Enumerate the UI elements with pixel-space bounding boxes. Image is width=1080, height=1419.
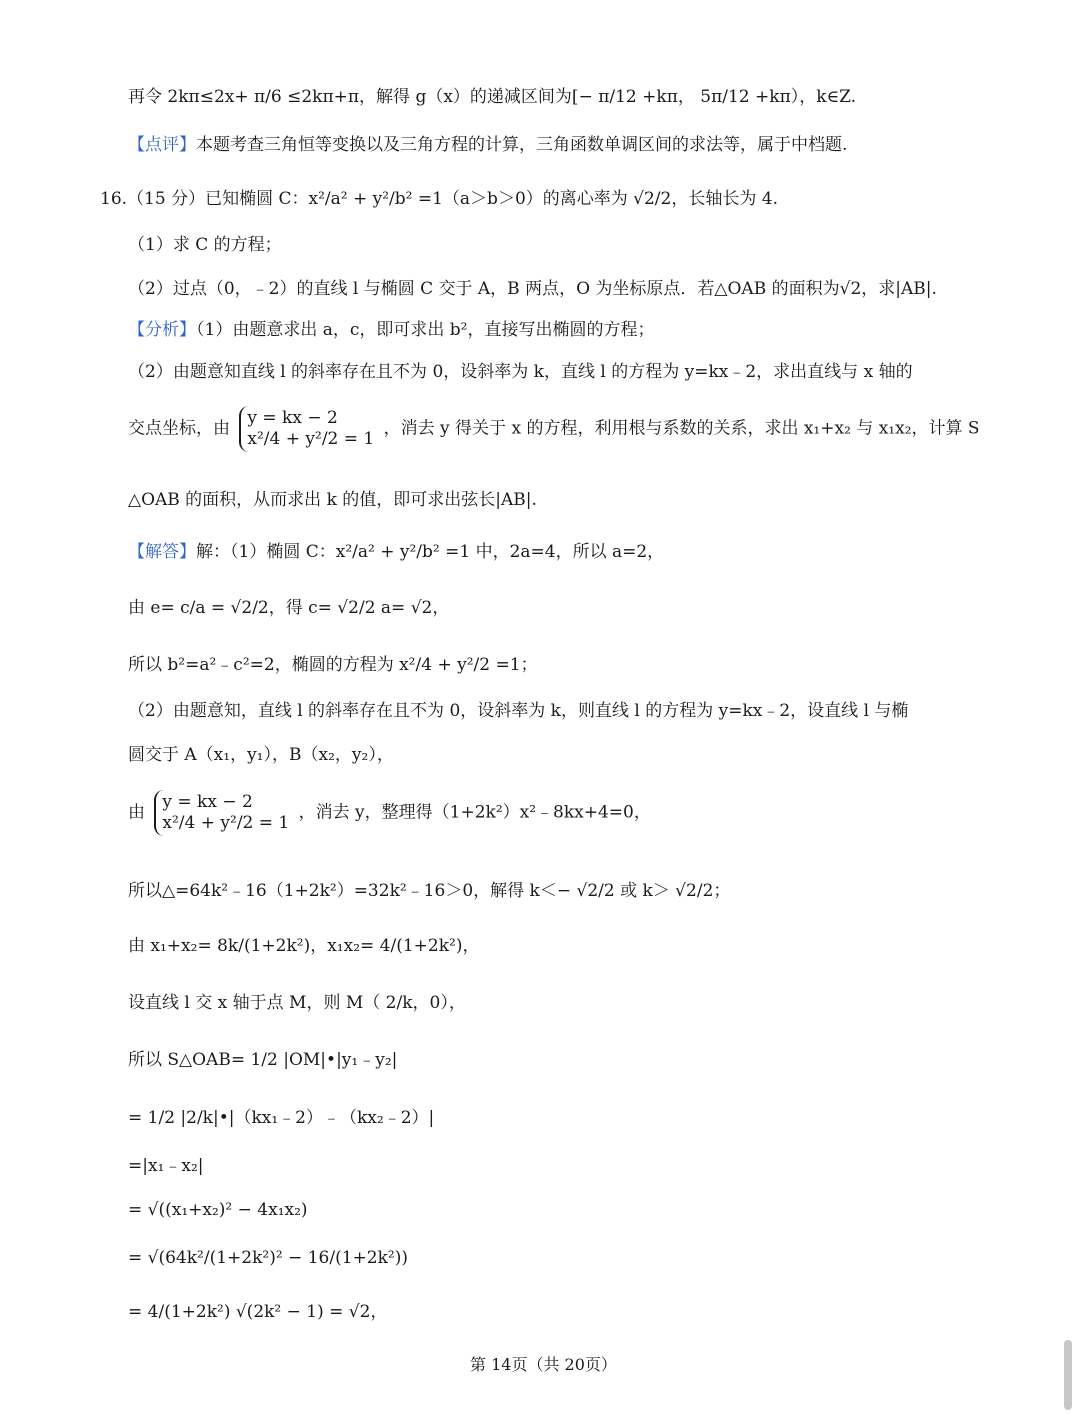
- text: 交点坐标，由: [128, 418, 230, 439]
- analysis-text: （1）由题意求出 a，c，即可求出 b²，直接写出椭圆的方程；: [196, 320, 655, 340]
- analysis-line-2: （2）由题意知直线 l 的斜率存在且不为 0，设斜率为 k，直线 l 的方程为 y=kx﹣2，求出直线与 x 轴的: [128, 362, 913, 382]
- solution-line-9: 设直线 l 交 x 轴于点 M，则 M（ 2/k，0），: [128, 993, 466, 1013]
- solution-line-10: 所以 S△OAB= 1/2 |OM|•|y₁﹣y₂|: [128, 1050, 398, 1070]
- analysis-tag: 【分析】: [128, 320, 196, 340]
- comment-text: 本题考查三角恒等变换以及三角方程的计算，三角函数单调区间的求法等，属于中档题.: [196, 135, 848, 155]
- analysis-line-4: △OAB 的面积，从而求出 k 的值，即可求出弦长|AB|.: [128, 490, 537, 510]
- solution-line-13: = √((x₁+x₂)² − 4x₁x₂): [128, 1200, 308, 1220]
- equation: x²/4 + y²/2 = 1: [162, 813, 290, 833]
- solution-line-11: = 1/2 |2/k|•|（kx₁﹣2）﹣（kx₂﹣2）|: [128, 1108, 435, 1128]
- scrollbar[interactable]: [1064, 1340, 1072, 1410]
- solution-line-6: [128, 790, 651, 836]
- solution-line-3: 所以 b²=a²﹣c²=2，椭圆的方程为 x²/4 + y²/2 =1；: [128, 655, 538, 675]
- solution-line-5: 圆交于 A（x₁，y₁），B（x₂，y₂），: [128, 745, 394, 765]
- page-footer: 第 14页（共 20页）: [470, 1355, 617, 1374]
- equation-system: [239, 406, 374, 452]
- analysis-line-3: [128, 406, 980, 452]
- text: ，消去 y，整理得（1+2k²）x²﹣8kx+4=0，: [298, 802, 651, 823]
- text: ，消去 y 得关于 x 的方程，利用根与系数的关系，求出 x₁+x₂ 与 x₁x₂，计算 S: [383, 418, 980, 439]
- text-line: 再令 2kπ≤2x+ π/6 ≤2kπ+π，解得 g（x）的递减区间为[− π/12 +kπ， 5π/12 +kπ），k∈Z.: [128, 87, 857, 107]
- question-16-part-1: （1）求 C 的方程；: [128, 235, 282, 255]
- solution-line-2: 由 e= c/a = √2/2，得 c= √2/2 a= √2，: [128, 598, 450, 618]
- solution-text: 解：（1）椭圆 C：x²/a² + y²/b² =1 中，2a=4，所以 a=2，: [196, 542, 665, 562]
- solution-line-8: 由 x₁+x₂= 8k/(1+2k²)，x₁x₂= 4/(1+2k²)，: [128, 936, 480, 956]
- comment-line: [128, 137, 847, 154]
- solution-line-12: =|x₁﹣x₂|: [128, 1156, 204, 1176]
- solution-tag: 【解答】: [128, 542, 196, 562]
- equation: x²/4 + y²/2 = 1: [247, 429, 375, 449]
- solution-line-4: （2）由题意知，直线 l 的斜率存在且不为 0，设斜率为 k，则直线 l 的方程为 y=kx﹣2，设直线 l 与椭: [128, 701, 909, 721]
- text: 由: [128, 802, 145, 823]
- equation: y = kx − 2: [247, 408, 338, 428]
- solution-line-14: = √(64k²/(1+2k²)² − 16/(1+2k²)): [128, 1248, 408, 1268]
- equation: y = kx − 2: [162, 792, 253, 812]
- question-16-part-2: （2）过点（0，﹣2）的直线 l 与椭圆 C 交于 A，B 两点，O 为坐标原点．若△OAB 的面积为√2，求|AB|.: [128, 279, 937, 299]
- comment-tag: 【点评】: [128, 135, 196, 155]
- question-16: 16.（15 分）已知椭圆 C：x²/a² + y²/b² =1（a＞b＞0）的离心率为 √2/2，长轴长为 4.: [100, 189, 778, 209]
- equation-system: [154, 790, 289, 836]
- analysis-line: [128, 322, 654, 339]
- solution-line-7: 所以△=64k²﹣16（1+2k²）=32k²﹣16＞0，解得 k＜− √2/2 或 k＞ √2/2；: [128, 881, 731, 901]
- solution-line-15: = 4/(1+2k²) √(2k² − 1) = √2，: [128, 1302, 388, 1322]
- solution-line: [128, 544, 664, 561]
